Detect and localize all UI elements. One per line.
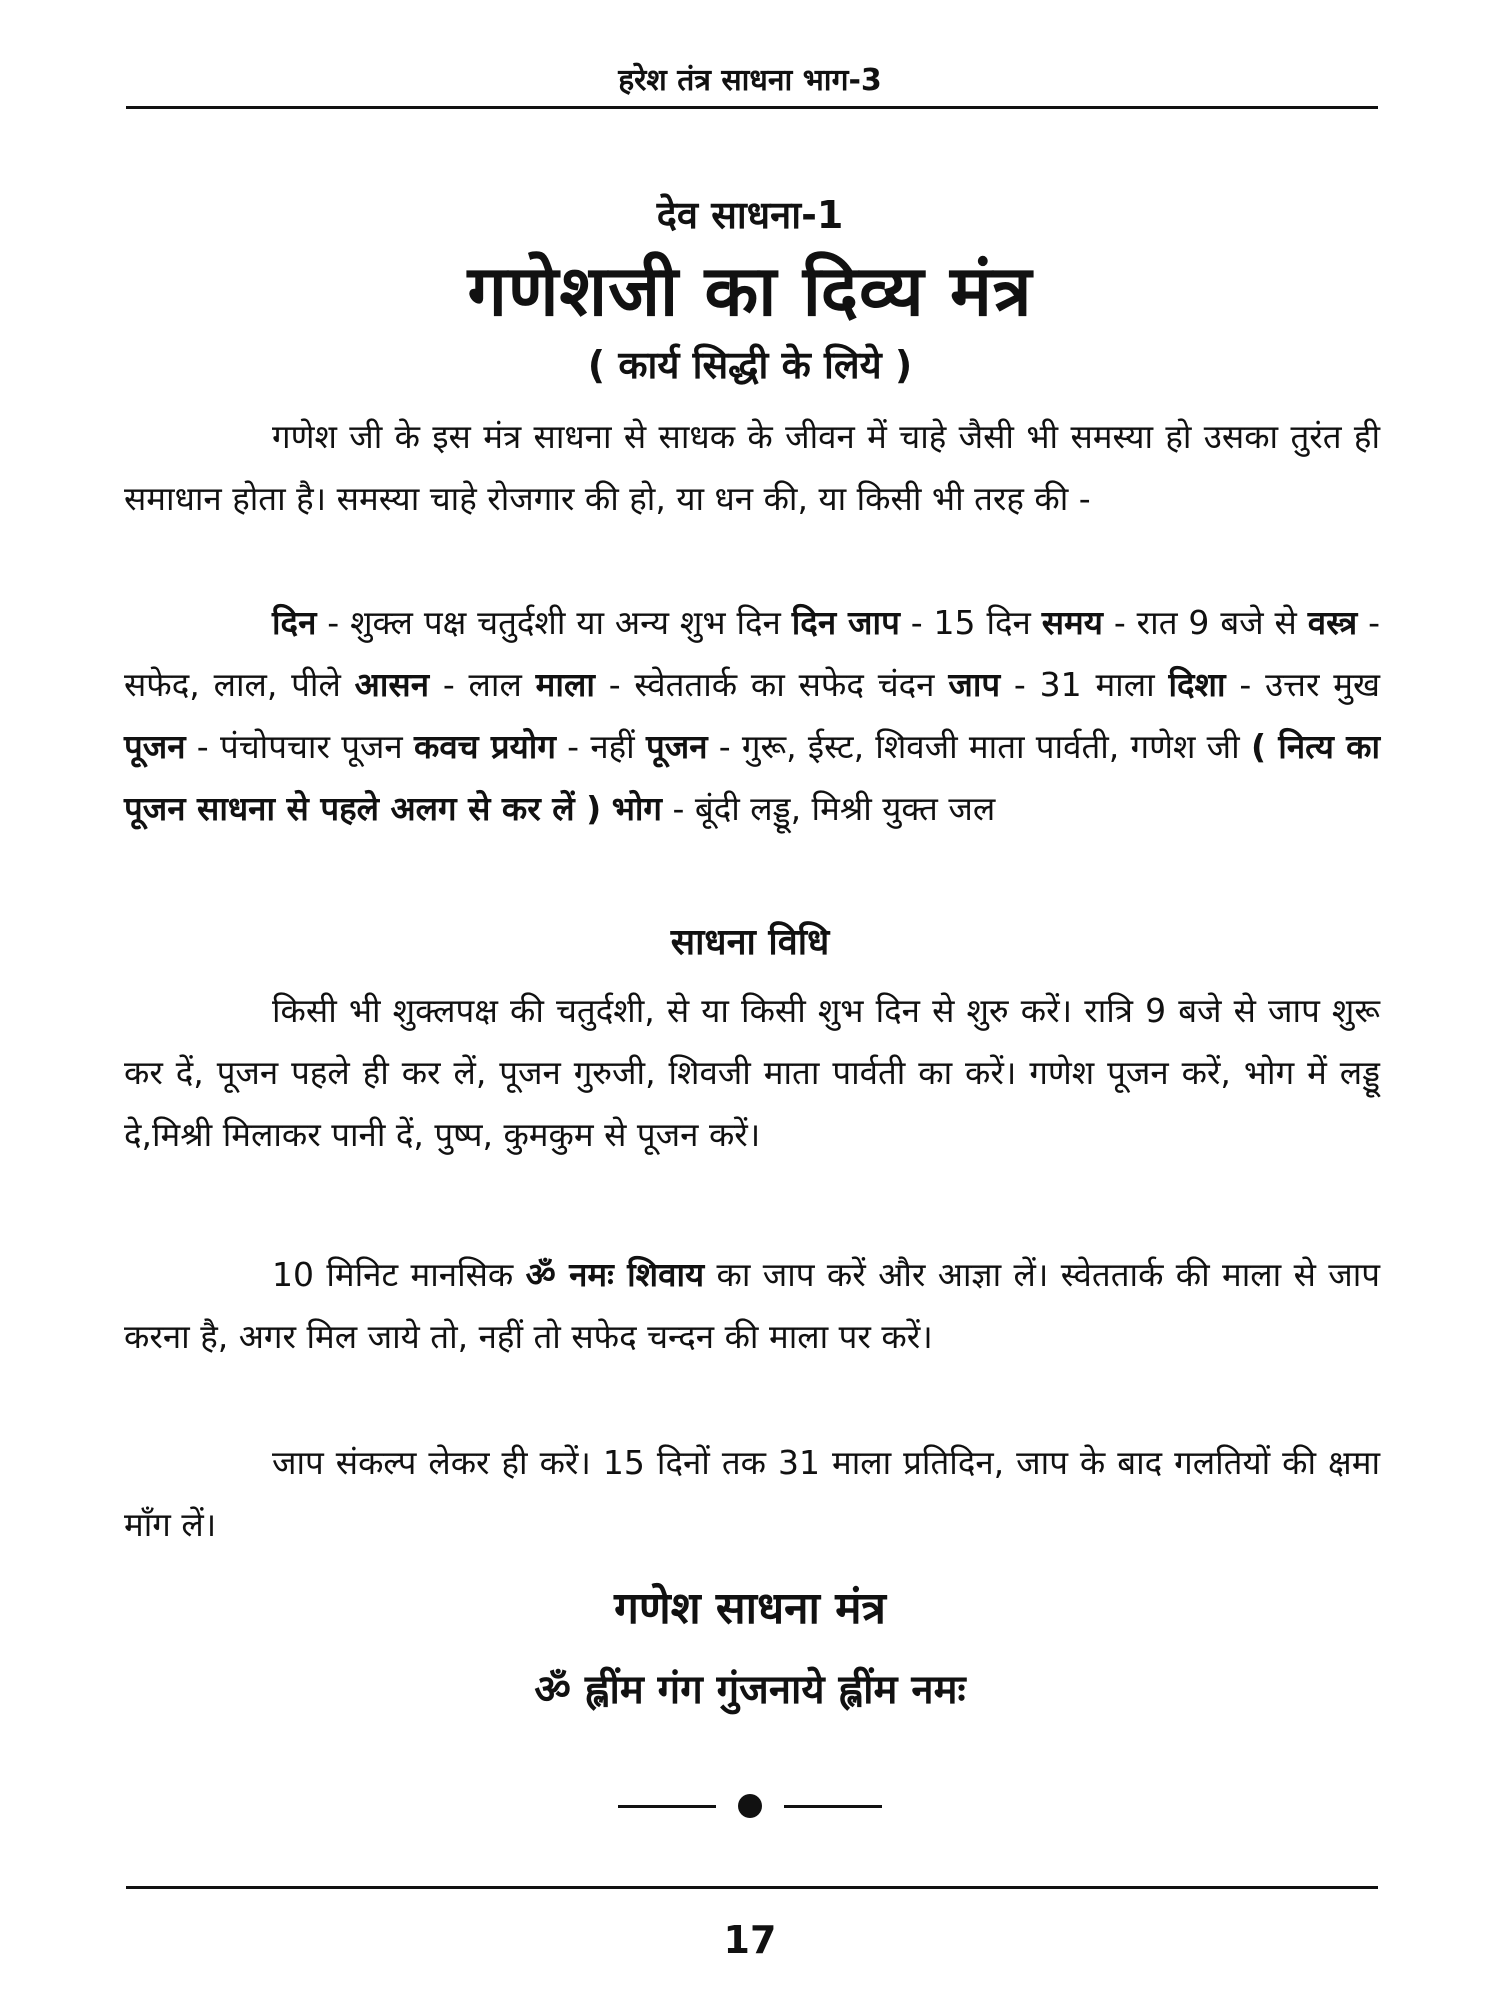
detail-value: - पंचोपचार पूजन	[185, 727, 414, 766]
detail-value	[601, 789, 612, 828]
chapter-subtitle: देव साधना-1	[656, 193, 844, 237]
method-paragraph-1	[124, 980, 1380, 1166]
mantra-heading: गणेश साधना मंत्र	[614, 1583, 886, 1634]
method-text-1: किसी भी शुक्लपक्ष की चतुर्दशी, से या किसी शुभ दिन से शुरु करें। रात्रि 9 बजे से जाप शुरू कर दें, पूजन पहले ही कर लें, पूजन गुरुजी, शिवजी माता पार्वती का करें। गणेश पूजन करें, भोग में लड्डू दे,मिश्री मिलाकर पानी दें, पुष्प, कुमकुम से पूजन करें।	[124, 991, 1380, 1154]
detail-label: दिशा	[1168, 665, 1226, 704]
detail-value: - लाल	[429, 665, 536, 704]
ornament-dot	[738, 1794, 762, 1818]
method-text-3: जाप संकल्प लेकर ही करें। 15 दिनों तक 31 माला प्रतिदिन, जाप के बाद गलतियों की क्षमा माँग लें।	[124, 1443, 1380, 1544]
details-text	[124, 592, 1380, 840]
detail-value: - स्वेततार्क का सफेद चंदन	[594, 665, 949, 704]
detail-value: - 31 माला	[1000, 665, 1169, 704]
running-header: हरेश तंत्र साधना भाग-3	[618, 63, 882, 98]
method-paragraph-3	[124, 1432, 1380, 1556]
detail-label: वस्त्र	[1307, 603, 1358, 642]
section-end-ornament	[618, 1794, 882, 1818]
detail-value: - नहीं	[555, 727, 646, 766]
detail-label: दिन जाप	[791, 603, 900, 642]
detail-label: जाप	[948, 665, 1001, 704]
intro-paragraph	[124, 406, 1380, 530]
footer-rule	[126, 1886, 1378, 1889]
detail-label: दिन	[272, 603, 317, 642]
detail-value: - गुरू, ईस्ट, शिवजी माता पार्वती, गणेश जी	[707, 727, 1251, 766]
method-paragraph-2	[124, 1244, 1380, 1368]
detail-value: - सफेद, लाल, पीले	[124, 603, 1381, 704]
details-paragraph	[124, 592, 1380, 840]
om-namah-shivaya: ॐ नमः शिवाय	[525, 1255, 705, 1294]
ornament-line-left	[618, 1805, 716, 1808]
detail-label: ( नित्य का पूजन साधना से पहले अलग से कर लें )	[124, 727, 1380, 828]
detail-label: पूजन	[645, 727, 708, 766]
method-heading: साधना विधि	[670, 922, 830, 963]
detail-value: - 15 दिन	[899, 603, 1042, 642]
intro-text: गणेश जी के इस मंत्र साधना से साधक के जीवन में चाहे जैसी भी समस्या हो उसका तुरंत ही समाधान होता है। समस्या चाहे रोजगार की हो, या धन की, या किसी भी तरह की -	[124, 417, 1380, 518]
detail-label: कवच प्रयोग	[413, 727, 556, 766]
method-text-2-post: का जाप करें और आज्ञा लें। स्वेततार्क की माला से जाप करना है, अगर मिल जाये तो, नहीं तो सफेद चन्दन की माला पर करें।	[124, 1255, 1381, 1356]
detail-value: - बूंदी लड्डू, मिश्री युक्त जल	[662, 789, 996, 828]
mantra-text: ॐ ह्लींम गंग गुंजनाये ह्लींम नमः	[534, 1667, 966, 1713]
chapter-title: गणेशजी का दिव्य मंत्र	[467, 250, 1033, 332]
detail-label: समय	[1041, 603, 1103, 642]
detail-label: पूजन	[124, 727, 186, 766]
chapter-purpose: ( कार्य सिद्धी के लिये )	[587, 343, 913, 387]
detail-value: - उत्तर मुख	[1225, 665, 1380, 704]
method-text-2	[124, 1244, 1380, 1368]
detail-label: भोग	[611, 789, 663, 828]
page-number: 17	[723, 1918, 777, 1962]
header-rule	[126, 106, 1378, 109]
detail-value: - रात 9 बजे से	[1102, 603, 1308, 642]
detail-label: माला	[535, 665, 595, 704]
method-text-2-pre: 10 मिनिट मानसिक	[272, 1255, 526, 1294]
ornament-line-right	[784, 1805, 882, 1808]
detail-label: आसन	[354, 665, 430, 704]
detail-value: - शुक्ल पक्ष चतुर्दशी या अन्य शुभ दिन	[316, 603, 792, 642]
